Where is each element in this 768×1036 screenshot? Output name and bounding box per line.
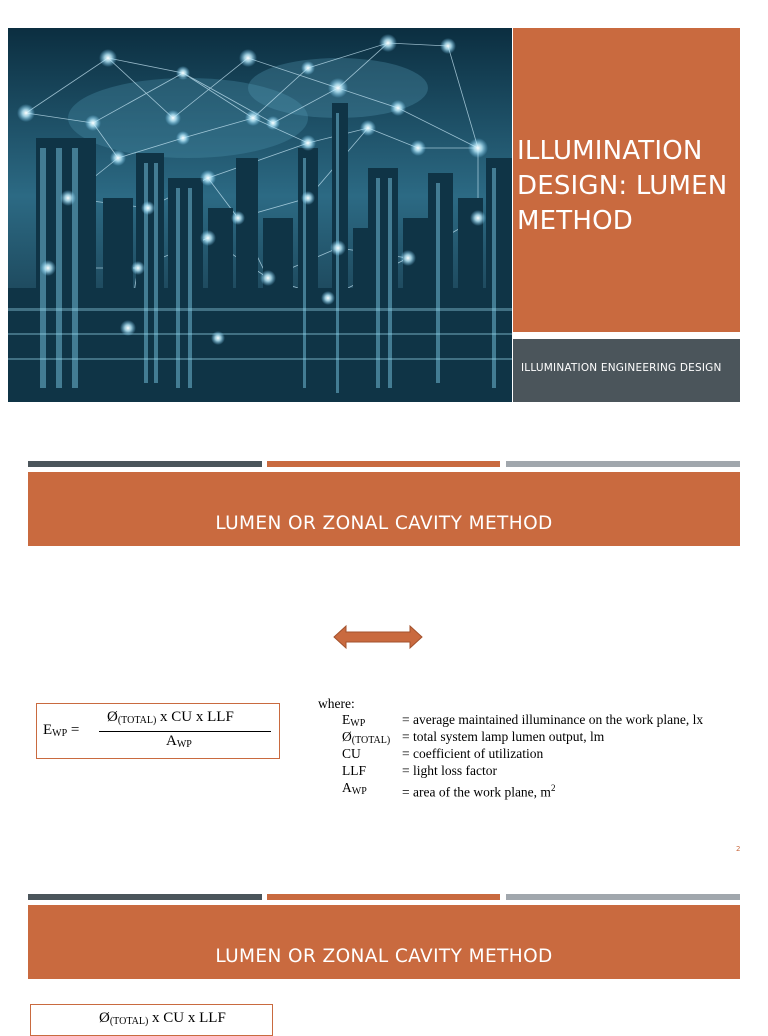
double-arrow-icon bbox=[332, 624, 424, 650]
slide2-header bbox=[28, 472, 740, 546]
fraction-line bbox=[99, 731, 271, 732]
slide-title: ILLUMINATION DESIGN: LUMEN METHOD bbox=[517, 136, 728, 236]
formula-numerator: $Ø_{(TOTAL)}$ x CU x LLF bbox=[107, 709, 234, 726]
page-number: 2 bbox=[736, 845, 741, 853]
formula-box bbox=[36, 703, 280, 759]
accent-bar-orange bbox=[267, 894, 500, 900]
formula-box-partial bbox=[30, 1004, 273, 1036]
where-label: where: bbox=[318, 696, 355, 711]
slide-subtitle: ILLUMINATION ENGINEERING DESIGN bbox=[521, 362, 722, 374]
title-panel bbox=[513, 28, 740, 332]
accent-bar-dark bbox=[28, 894, 262, 900]
city-network-image bbox=[8, 28, 512, 402]
formula-denominator: $A_{WP}$ bbox=[166, 733, 192, 750]
formula-numerator: $Ø_{(TOTAL)}$ x CU x LLF bbox=[99, 1010, 226, 1027]
accent-bar-grey bbox=[506, 894, 740, 900]
formula-lhs: $E_{WP}$ = bbox=[43, 722, 80, 739]
accent-bar-grey bbox=[506, 461, 740, 467]
accent-bar-orange bbox=[267, 461, 500, 467]
slide2-header-text: LUMEN OR ZONAL CAVITY METHOD bbox=[215, 513, 553, 534]
slide3-header bbox=[28, 905, 740, 979]
slide3-header-text: LUMEN OR ZONAL CAVITY METHOD bbox=[215, 946, 553, 967]
where-definitions: where: $E_{WP}$ = average maintained illuminance on the work plane, lx $Ø_{(TOTAL)}$ = total system lamp lumen output, lm CU = coefficient of utilization LLF = light loss factor $A_{WP}$ = area of the work plane, $m^2$ bbox=[318, 696, 704, 800]
subtitle-panel bbox=[513, 339, 740, 402]
accent-bar-dark bbox=[28, 461, 262, 467]
